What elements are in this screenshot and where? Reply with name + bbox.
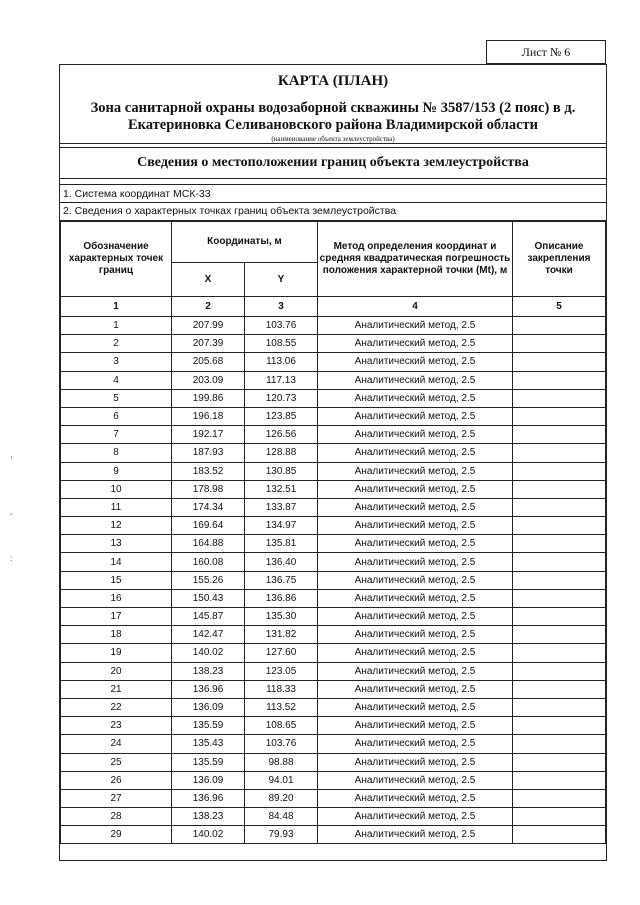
method: Аналитический метод, 2.5 (318, 389, 513, 407)
coord-x: 136.96 (172, 680, 245, 698)
table-row (61, 462, 606, 480)
description (513, 498, 606, 516)
point-number: 6 (61, 407, 172, 425)
coord-y: 118.33 (245, 680, 318, 698)
description (513, 317, 606, 335)
coord-x: 160.08 (172, 553, 245, 571)
coord-y: 132.51 (245, 480, 318, 498)
table-row (61, 789, 606, 807)
method: Аналитический метод, 2.5 (318, 426, 513, 444)
table-row (61, 535, 606, 553)
method: Аналитический метод, 2.5 (318, 826, 513, 844)
coord-x: 183.52 (172, 462, 245, 480)
point-number: 16 (61, 589, 172, 607)
point-number: 29 (61, 826, 172, 844)
coord-x: 203.09 (172, 371, 245, 389)
point-number: 7 (61, 426, 172, 444)
point-number: 15 (61, 571, 172, 589)
coord-x: 136.09 (172, 771, 245, 789)
coord-x: 140.02 (172, 644, 245, 662)
coord-y: 79.93 (245, 826, 318, 844)
table-row (61, 753, 606, 771)
header-coords: Координаты, м (172, 222, 318, 263)
table-row (61, 644, 606, 662)
method: Аналитический метод, 2.5 (318, 589, 513, 607)
method: Аналитический метод, 2.5 (318, 498, 513, 516)
point-number: 28 (61, 808, 172, 826)
coord-x: 135.59 (172, 753, 245, 771)
coord-x: 138.23 (172, 662, 245, 680)
coord-y: 120.73 (245, 389, 318, 407)
method: Аналитический метод, 2.5 (318, 480, 513, 498)
header-point: Обозначение характерных точек границ (61, 222, 172, 297)
point-number: 1 (61, 317, 172, 335)
point-number: 21 (61, 680, 172, 698)
description (513, 371, 606, 389)
table-row (61, 735, 606, 753)
col-number: 2 (172, 297, 245, 317)
description (513, 608, 606, 626)
description (513, 753, 606, 771)
subtitle-line-2: Екатериновка Селивановского района Владимирской области (127, 117, 539, 133)
coord-y: 135.81 (245, 535, 318, 553)
coord-y: 133.87 (245, 498, 318, 516)
description (513, 717, 606, 735)
method: Аналитический метод, 2.5 (318, 662, 513, 680)
coord-x: 136.09 (172, 698, 245, 716)
coord-y: 108.55 (245, 335, 318, 353)
table-row (61, 571, 606, 589)
table-row (61, 662, 606, 680)
table-row (61, 680, 606, 698)
table-row (61, 371, 606, 389)
method: Аналитический метод, 2.5 (318, 717, 513, 735)
point-number: 12 (61, 517, 172, 535)
coord-y: 89.20 (245, 789, 318, 807)
coord-x: 207.39 (172, 335, 245, 353)
coord-y: 131.82 (245, 626, 318, 644)
col-number: 1 (61, 297, 172, 317)
coord-y: 136.75 (245, 571, 318, 589)
margin-mark: ˸ (10, 555, 13, 565)
object-caption: (наименование объекта землеустройства) (271, 135, 395, 143)
coord-x: 136.96 (172, 789, 245, 807)
point-number: 26 (61, 771, 172, 789)
description (513, 662, 606, 680)
method: Аналитический метод, 2.5 (318, 626, 513, 644)
method: Аналитический метод, 2.5 (318, 517, 513, 535)
point-number: 22 (61, 698, 172, 716)
coord-x: 155.26 (172, 571, 245, 589)
coord-y: 134.97 (245, 517, 318, 535)
col-number: 5 (513, 297, 606, 317)
coord-y: 136.40 (245, 553, 318, 571)
table-row (61, 553, 606, 571)
coord-y: 84.48 (245, 808, 318, 826)
description (513, 353, 606, 371)
point-number: 23 (61, 717, 172, 735)
description (513, 626, 606, 644)
point-number: 24 (61, 735, 172, 753)
table-row (61, 698, 606, 716)
table-row (61, 335, 606, 353)
coord-x: 150.43 (172, 589, 245, 607)
method: Аналитический метод, 2.5 (318, 789, 513, 807)
table-row (61, 498, 606, 516)
description (513, 535, 606, 553)
table-row (61, 353, 606, 371)
coord-y: 136.86 (245, 589, 318, 607)
description (513, 480, 606, 498)
coord-y: 94.01 (245, 771, 318, 789)
table-row (61, 389, 606, 407)
table-row (61, 608, 606, 626)
coord-y: 103.76 (245, 735, 318, 753)
coord-x: 142.47 (172, 626, 245, 644)
points-table (60, 221, 606, 844)
margin-mark: ʼ (10, 455, 13, 465)
coord-x: 196.18 (172, 407, 245, 425)
coord-x: 192.17 (172, 426, 245, 444)
description (513, 589, 606, 607)
description (513, 826, 606, 844)
point-number: 19 (61, 644, 172, 662)
point-number: 10 (61, 480, 172, 498)
method: Аналитический метод, 2.5 (318, 753, 513, 771)
table-row (61, 317, 606, 335)
point-number: 14 (61, 553, 172, 571)
coord-y: 108.65 (245, 717, 318, 735)
description (513, 680, 606, 698)
table-row (61, 771, 606, 789)
method: Аналитический метод, 2.5 (318, 680, 513, 698)
method: Аналитический метод, 2.5 (318, 735, 513, 753)
coord-y: 130.85 (245, 462, 318, 480)
method: Аналитический метод, 2.5 (318, 444, 513, 462)
header-description: Описание закрепления точки (513, 222, 606, 297)
method: Аналитический метод, 2.5 (318, 335, 513, 353)
point-number: 9 (61, 462, 172, 480)
table-row (61, 517, 606, 535)
method: Аналитический метод, 2.5 (318, 535, 513, 553)
method: Аналитический метод, 2.5 (318, 608, 513, 626)
document-subtitle (60, 100, 606, 134)
margin-mark: ˛ (10, 505, 13, 515)
point-number: 11 (61, 498, 172, 516)
point-number: 18 (61, 626, 172, 644)
coord-y: 123.85 (245, 407, 318, 425)
document-frame (59, 64, 607, 861)
coord-y: 127.60 (245, 644, 318, 662)
coord-y: 135.30 (245, 608, 318, 626)
point-number: 20 (61, 662, 172, 680)
table-row (61, 407, 606, 425)
coord-x: 135.59 (172, 717, 245, 735)
point-number: 2 (61, 335, 172, 353)
description (513, 808, 606, 826)
point-number: 17 (61, 608, 172, 626)
coord-y: 117.13 (245, 371, 318, 389)
coord-x: 178.98 (172, 480, 245, 498)
coord-x: 145.87 (172, 608, 245, 626)
coord-y: 123.05 (245, 662, 318, 680)
coord-y: 113.06 (245, 353, 318, 371)
description (513, 735, 606, 753)
coord-x: 169.64 (172, 517, 245, 535)
coord-x: 205.68 (172, 353, 245, 371)
description (513, 644, 606, 662)
coordinate-system: 1. Система координат МСК-33 (60, 184, 606, 203)
point-number: 4 (61, 371, 172, 389)
points-header: 2. Сведения о характерных точках границ объекта землеустройства (60, 203, 606, 221)
method: Аналитический метод, 2.5 (318, 644, 513, 662)
coord-x: 174.34 (172, 498, 245, 516)
coord-y: 126.56 (245, 426, 318, 444)
method: Аналитический метод, 2.5 (318, 771, 513, 789)
point-number: 3 (61, 353, 172, 371)
description (513, 571, 606, 589)
description (513, 389, 606, 407)
point-number: 13 (61, 535, 172, 553)
coord-x: 199.86 (172, 389, 245, 407)
table-row (61, 589, 606, 607)
description (513, 335, 606, 353)
description (513, 407, 606, 425)
description (513, 789, 606, 807)
coord-y: 98.88 (245, 753, 318, 771)
description (513, 517, 606, 535)
description (513, 426, 606, 444)
method: Аналитический метод, 2.5 (318, 553, 513, 571)
document-title: КАРТА (ПЛАН) (277, 73, 389, 89)
sheet-number: Лист № 6 (486, 40, 606, 64)
title-block (60, 65, 606, 144)
method: Аналитический метод, 2.5 (318, 698, 513, 716)
point-number: 25 (61, 753, 172, 771)
table-row (61, 444, 606, 462)
coord-x: 138.23 (172, 808, 245, 826)
point-number: 27 (61, 789, 172, 807)
point-number: 8 (61, 444, 172, 462)
table-row (61, 426, 606, 444)
section-title: Сведения о местоположении границ объекта землеустройства (60, 147, 606, 179)
coord-y: 113.52 (245, 698, 318, 716)
method: Аналитический метод, 2.5 (318, 571, 513, 589)
description (513, 698, 606, 716)
coord-x: 207.99 (172, 317, 245, 335)
table-row (61, 717, 606, 735)
header-x: X (172, 263, 245, 297)
coord-x: 187.93 (172, 444, 245, 462)
coord-x: 135.43 (172, 735, 245, 753)
method: Аналитический метод, 2.5 (318, 808, 513, 826)
header-y: Y (245, 263, 318, 297)
point-number: 5 (61, 389, 172, 407)
description (513, 771, 606, 789)
description (513, 462, 606, 480)
table-row (61, 808, 606, 826)
method: Аналитический метод, 2.5 (318, 462, 513, 480)
method: Аналитический метод, 2.5 (318, 407, 513, 425)
method: Аналитический метод, 2.5 (318, 371, 513, 389)
coord-y: 128.88 (245, 444, 318, 462)
table-row (61, 626, 606, 644)
description (513, 553, 606, 571)
col-number: 3 (245, 297, 318, 317)
method: Аналитический метод, 2.5 (318, 317, 513, 335)
subtitle-line-1: Зона санитарной охраны водозаборной скважины № 3587/153 (2 пояс) в д. (90, 100, 576, 116)
header-method: Метод определения координат и средняя квадратическая погрешность положения характерной точки (Mt), м (318, 222, 513, 297)
col-number: 4 (318, 297, 513, 317)
coord-y: 103.76 (245, 317, 318, 335)
coord-x: 164.88 (172, 535, 245, 553)
table-row (61, 480, 606, 498)
description (513, 444, 606, 462)
coord-x: 140.02 (172, 826, 245, 844)
method: Аналитический метод, 2.5 (318, 353, 513, 371)
table-row (61, 826, 606, 844)
